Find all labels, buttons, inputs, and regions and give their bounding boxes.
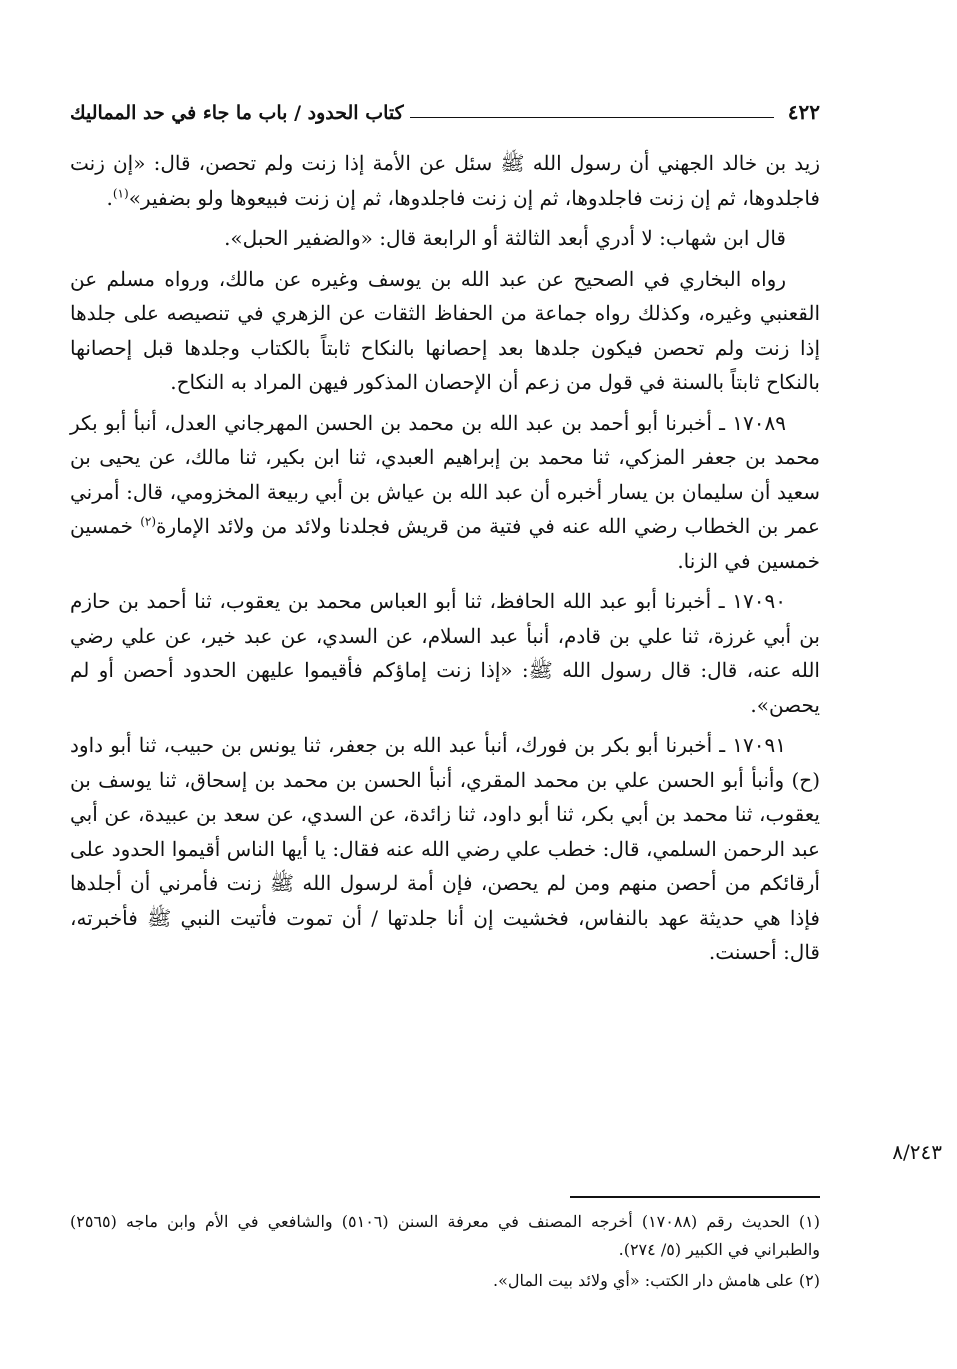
hadith-17089-text: ١٧٠٨٩ ـ أخبرنا أبو أحمد بن عبد الله بن محمد بن الحسن المهرجاني العدل، أنبأ أبو بكر محمد بن جعفر المزكي، ثنا محمد بن إبراهيم العبدي، ثنا ابن بكير، ثنا مالك، عن يحيى بن سعيد أن سليمان بن يسار أخبره أن عبد الله بن عياش بن أبي ربيعة المخزومي، قال: أمرني عمر بن الخطاب رضي الله عنه في فتية من قريش فجلدنا ولائد من ولائد الإمارة <box>70 410 820 538</box>
footnote-marker-2: (٢) <box>140 514 157 529</box>
footnote-rule <box>570 1196 820 1198</box>
paragraph-1-end: . <box>106 185 113 210</box>
running-head <box>70 92 820 124</box>
page-number: ٤٢٢ <box>787 100 820 124</box>
margin-reference: ٨/٢٤٣ <box>892 1140 942 1164</box>
paragraph-1 <box>70 146 820 215</box>
paragraph-2: قال ابن شهاب: لا أدري أبعد الثالثة أو الرابعة قال: «والضفير الحبل». <box>224 226 786 250</box>
paragraph-3: رواه البخاري في الصحيح عن عبد الله بن يوسف وغيره عن مالك، ورواه مسلم عن القعنبي وغيره، وكذلك رواه جماعة من الحفاظ الثقات عن الزهري في تنصيصه على جلدها إذا زنت ولم تحصن فيكون جلدها بعد إحصانها بالنكاح ثابتاً بالكتاب وجلدها قبل إحصانها بالنكاح ثابتاً بالسنة في قول من زعم أن الإحصان المذكور فيهن المراد به النكاح. <box>70 266 820 394</box>
header-rule <box>410 117 774 118</box>
chapter-title: كتاب الحدود / باب ما جاء في حد المماليك <box>70 102 404 124</box>
paragraph-1-text: زيد بن خالد الجهني أن رسول الله ﷺ سئل عن الأمة إذا زنت ولم تحصن، قال: «إن زنت فاجلدوها، ثم إن زنت فاجلدوها، ثم إن زنت فاجلدوها، ثم إن زنت فبيعوها ولو بضفير» <box>70 151 820 210</box>
footnote-1: (١) الحديث رقم (١٧٠٨٨) أخرجه المصنف في معرفة السنن (٥١٠٦) والشافعي في الأم وابن ماجه (٢٥٦٥) والطبراني في الكبير (٥/ ٢٧٤). <box>70 1212 820 1259</box>
body-text <box>70 146 820 970</box>
page <box>70 92 820 976</box>
footnote-marker-1: (١) <box>112 185 129 200</box>
hadith-17090: ١٧٠٩٠ ـ أخبرنا أبو عبد الله الحافظ، ثنا أبو العباس محمد بن يعقوب، ثنا أحمد بن حازم بن أبي غرزة، ثنا علي بن قادم، أنبأ عبد السلام، عن السدي، عن عبد خير، عن علي رضي الله عنه، قال: قال رسول الله ﷺ: «إذا زنت إماؤكم فأقيموا عليهن الحدود أحصن أو لم يحصن». <box>70 589 820 717</box>
hadith-17089-end: خمسين خمسين في الزنا. <box>70 514 820 573</box>
hadith-17089 <box>70 406 820 579</box>
hadith-17091: ١٧٠٩١ ـ أخبرنا أبو بكر بن فورك، أنبأ عبد الله بن جعفر، ثنا يونس بن حبيب، ثنا أبو داود (ح) وأنبأ أبو الحسن علي بن محمد المقري، أنبأ الحسن بن محمد بن إسحاق، ثنا يوسف بن يعقوب، ثنا محمد بن أبي بكر، ثنا أبو داود، ثنا زائدة، عن السدي، عن سعد بن عبيدة، عن أبي عبد الرحمن السلمي، قال: خطب علي رضي الله عنه فقال: يا أيها الناس أقيموا الحدود على أرقائكم من أحصن منهم ومن لم يحصن، فإن أمة لرسول الله ﷺ زنت فأمرني أن أجلدها فإذا هي حديثة عهد بالنفاس، فخشيت إن أنا جلدتها / أن تموت فأتيت النبي ﷺ فأخبرته، قال: أحسنت. <box>70 733 820 964</box>
footnotes <box>70 1208 820 1298</box>
footnote-2: (٢) على هامش دار الكتب: «أي ولائد بيت المال». <box>492 1271 820 1290</box>
